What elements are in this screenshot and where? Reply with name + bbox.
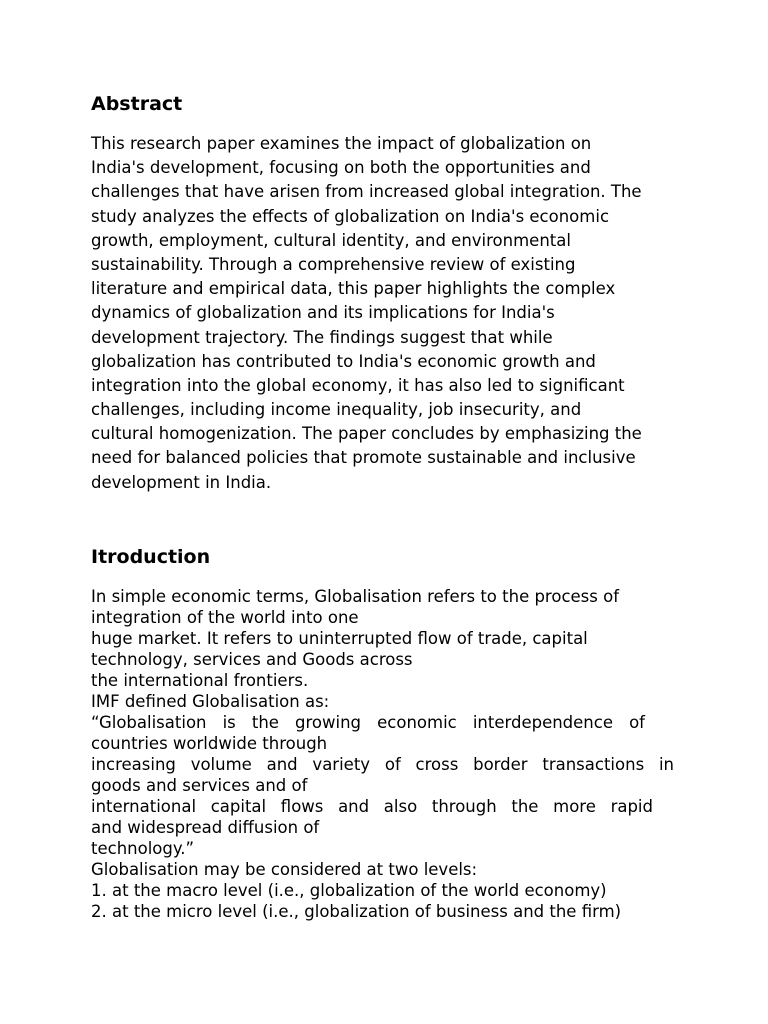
imf-quote-line: goods and services and of	[91, 776, 308, 795]
introduction-line: integration of the world into one	[91, 608, 359, 627]
abstract-line: cultural homogenization. The paper concludes by emphasizing the	[91, 424, 642, 444]
introduction-line: Globalisation may be considered at two levels:	[91, 860, 478, 879]
abstract-line: dynamics of globalization and its implications for India's	[91, 303, 555, 323]
abstract-line: literature and empirical data, this paper highlights the complex	[91, 279, 616, 299]
abstract-line: India's development, focusing on both the opportunities and	[91, 158, 591, 178]
imf-quote-line: countries worldwide through	[91, 734, 328, 753]
abstract-line: growth, employment, cultural identity, and environmental	[91, 230, 571, 250]
abstract-line: integration into the global economy, it has also led to significant	[91, 375, 625, 395]
abstract-line: need for balanced policies that promote sustainable and inclusive	[91, 448, 636, 468]
list-item-micro: 2. at the micro level (i.e., globalization of business and the firm)	[91, 902, 622, 921]
introduction-line: technology, services and Goods across	[91, 650, 413, 669]
abstract-line: challenges, including income inequality, job insecurity, and	[91, 400, 582, 420]
introduction-heading: Itroduction	[91, 546, 211, 568]
abstract-line: sustainability. Through a comprehensive review of existing	[91, 254, 576, 274]
introduction-line: huge market. It refers to uninterrupted flow of trade, capital	[91, 629, 588, 648]
imf-quote-line: and widespread diffusion of	[91, 818, 320, 837]
abstract-line: challenges that have arisen from increased global integration. The	[91, 182, 642, 202]
introduction-paragraph	[91, 586, 691, 922]
imf-quote-line: increasing volume and variety of cross border transactions in	[91, 755, 674, 774]
introduction-line: In simple economic terms, Globalisation refers to the process of	[91, 587, 620, 606]
introduction-line: IMF defined Globalisation as:	[91, 692, 330, 711]
introduction-line: the international frontiers.	[91, 671, 309, 690]
abstract-line: globalization has contributed to India's economic growth and	[91, 351, 596, 371]
abstract-line: development trajectory. The findings suggest that while	[91, 327, 553, 347]
abstract-line: development in India.	[91, 472, 272, 492]
abstract-paragraph	[91, 132, 691, 495]
abstract-line: This research paper examines the impact of globalization on	[91, 134, 592, 153]
imf-quote-line: “Globalisation is the growing economic interdependence of	[91, 713, 645, 732]
list-item-macro: 1. at the macro level (i.e., globalization of the world economy)	[91, 881, 607, 900]
imf-quote-line: international capital flows and also through the more rapid	[91, 797, 653, 816]
abstract-heading: Abstract	[91, 93, 183, 115]
abstract-line: study analyzes the effects of globalization on India's economic	[91, 206, 610, 226]
imf-quote-line: technology.”	[91, 839, 195, 858]
